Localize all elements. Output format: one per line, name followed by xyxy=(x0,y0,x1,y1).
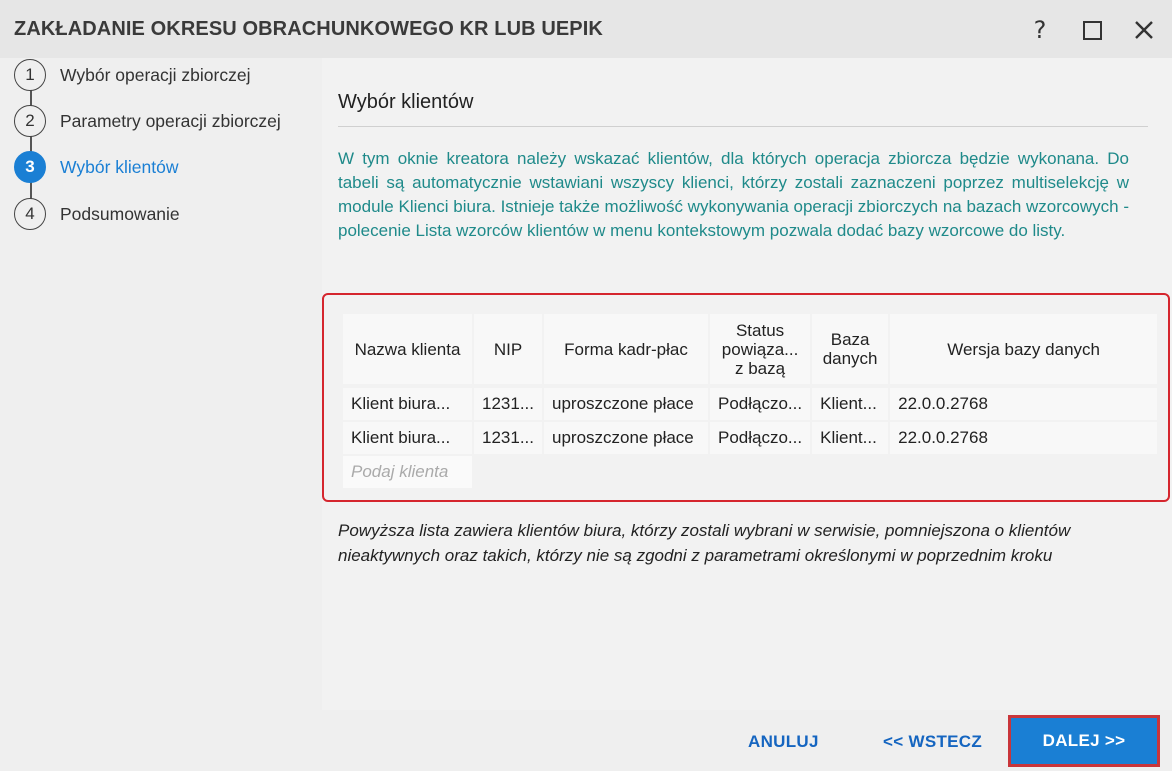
cell-payroll-form[interactable]: uproszczone płace xyxy=(544,388,708,420)
step-3[interactable] xyxy=(14,150,179,184)
step-number: 2 xyxy=(14,105,46,137)
step-number: 1 xyxy=(14,59,46,91)
maximize-button[interactable] xyxy=(1074,12,1110,48)
step-number: 3 xyxy=(14,151,46,183)
close-button[interactable] xyxy=(1126,12,1162,48)
cell-client-name[interactable]: Klient biura... xyxy=(343,422,472,454)
cell-db-version[interactable]: 22.0.0.2768 xyxy=(890,422,1157,454)
table-row[interactable] xyxy=(343,388,1157,420)
cell-database[interactable]: Klient... xyxy=(812,422,888,454)
add-client-input[interactable]: Podaj klienta xyxy=(343,456,472,488)
close-icon xyxy=(1134,20,1154,40)
list-note: Powyższa lista zawiera klientów biura, którzy zostali wybrani w serwisie, pomniejszona o klientów nieaktywnych oraz takich, którzy nie są zgodni z parametrami określonymi w poprzednim kroku xyxy=(338,521,1071,565)
column-header-database[interactable]: Baza danych xyxy=(812,314,888,384)
window-title: ZAKŁADANIE OKRESU OBRACHUNKOWEGO KR LUB UEPIK xyxy=(14,18,603,40)
main-panel xyxy=(322,58,1172,710)
table-row[interactable] xyxy=(343,422,1157,454)
column-header-nip[interactable]: NIP xyxy=(474,314,542,384)
wizard-footer xyxy=(322,710,1172,771)
step-label: Wybór klientów xyxy=(60,156,179,177)
title-bar xyxy=(0,0,1172,58)
step-1[interactable] xyxy=(14,58,250,92)
cell-client-name[interactable]: Klient biura... xyxy=(343,388,472,420)
column-header-link-status[interactable]: Status powiąza... z bazą xyxy=(710,314,810,384)
step-number: 4 xyxy=(14,198,46,230)
help-button[interactable] xyxy=(1022,12,1058,48)
column-header-payroll-form[interactable]: Forma kadr-płac xyxy=(544,314,708,384)
cell-link-status[interactable]: Podłączo... xyxy=(710,388,810,420)
column-header-client-name[interactable]: Nazwa klienta xyxy=(343,314,472,384)
step-2[interactable] xyxy=(14,104,281,138)
step-4[interactable] xyxy=(14,197,180,231)
new-row xyxy=(343,456,1157,488)
step-label: Podsumowanie xyxy=(60,203,180,224)
section-title: Wybór klientów xyxy=(338,91,474,113)
section-divider xyxy=(338,126,1148,127)
clients-table xyxy=(341,312,1159,490)
help-icon: ? xyxy=(1033,16,1047,44)
cell-link-status[interactable]: Podłączo... xyxy=(710,422,810,454)
wizard-steps xyxy=(0,58,322,771)
next-button[interactable]: DALEJ >> xyxy=(1008,715,1160,767)
cell-payroll-form[interactable]: uproszczone płace xyxy=(544,422,708,454)
cell-nip[interactable]: 1231... xyxy=(474,388,542,420)
cell-db-version[interactable]: 22.0.0.2768 xyxy=(890,388,1157,420)
back-button[interactable]: << WSTECZ xyxy=(883,732,983,751)
cell-database[interactable]: Klient... xyxy=(812,388,888,420)
column-header-db-version[interactable]: Wersja bazy danych xyxy=(890,314,1157,384)
cancel-button[interactable]: ANULUJ xyxy=(748,732,819,751)
cell-nip[interactable]: 1231... xyxy=(474,422,542,454)
step-label: Parametry operacji zbiorczej xyxy=(60,110,281,131)
table-header-row xyxy=(343,314,1157,384)
info-text: W tym oknie kreatora należy wskazać klientów, dla których operacja zbiorcza będzie wykonana. Do tabeli są automatycznie wstawiani wszyscy klienci, którzy zostali zaznaczeni poprzez multiselekcję w module Klienci biura. Istnieje także możliwość wykonywania operacji zbiorczych na bazach wzorcowych - polecenie Lista wzorców klientów w menu kontekstowym pozwala dodać bazy wzorcowe do listy. xyxy=(338,149,1129,240)
maximize-icon xyxy=(1083,21,1102,40)
step-label: Wybór operacji zbiorczej xyxy=(60,64,251,85)
clients-grid-highlight xyxy=(322,293,1170,502)
